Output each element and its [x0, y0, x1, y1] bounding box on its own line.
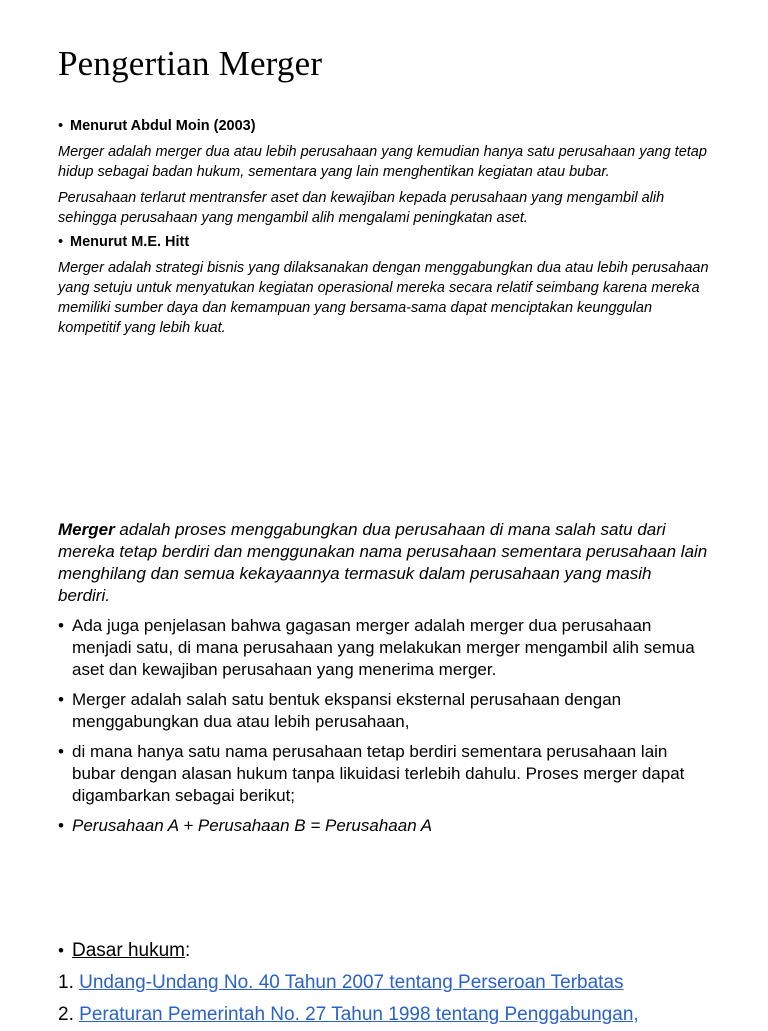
heading-abdul-moin: Menurut Abdul Moin (2003) [70, 118, 256, 134]
link-uu-40-2007[interactable]: Undang-Undang No. 40 Tahun 2007 tentang Perseroan Terbatas [79, 972, 624, 993]
bullet-heading-abdul-moin [58, 118, 718, 134]
paragraph-moin-definition: Merger adalah merger dua atau lebih perusahaan yang kemudian hanya satu perusahaan yang tetap hidup sebagai badan hukum, sementara yang lain menghentikan kegiatan atau bubar. [58, 144, 707, 180]
merger-term: Merger [58, 520, 115, 539]
item-number: 1. [58, 972, 74, 993]
link-pp-27-1998[interactable]: Peraturan Pemerintah No. 27 Tahun 1998 tentang Penggabungan, [79, 1004, 639, 1025]
legal-basis-colon: : [185, 940, 191, 961]
bullet-marker: • [58, 616, 64, 635]
list-item [58, 741, 708, 807]
list-item-text: Ada juga penjelasan bahwa gagasan merger adalah merger dua perusahaan menjadi satu, di mana perusahaan yang melakukan merger mengambil alih semua aset dan kewajiban perusahaan yang menerima merger. [72, 616, 695, 679]
legal-basis-heading-row [58, 935, 738, 967]
paragraph-merger-lead [58, 519, 708, 607]
legal-basis-item-1 [58, 967, 738, 999]
list-item [58, 689, 708, 733]
section-definitions [58, 118, 718, 344]
bullet-marker: • [58, 118, 64, 134]
section-legal-basis [58, 935, 738, 1031]
legal-basis-item-2 [58, 999, 738, 1031]
bullet-marker: • [58, 742, 64, 761]
merger-formula: Perusahaan A + Perusahaan B = Perusahaan A [72, 816, 433, 835]
paragraph-moin-transfer: Perusahaan terlarut mentransfer aset dan kewajiban kepada perusahaan yang mengambil alih sehingga perusahaan yang mengambil alih mengalami peningkatan aset. [58, 190, 665, 226]
bullet-marker: • [58, 941, 64, 960]
section-merger-explanation [58, 519, 708, 845]
list-item-text: Merger adalah salah satu bentuk ekspansi eksternal perusahaan dengan menggabungkan dua atau lebih perusahaan, [72, 690, 622, 731]
bullet-marker: • [58, 816, 64, 835]
item-number: 2. [58, 1004, 74, 1025]
list-item-formula [58, 815, 708, 837]
legal-basis-heading: Dasar hukum [72, 940, 185, 961]
bullet-heading-hitt [58, 234, 718, 250]
bullet-marker: • [58, 690, 64, 709]
list-item-text: di mana hanya satu nama perusahaan tetap berdiri sementara perusahaan lain bubar dengan alasan hukum tanpa likuidasi terlebih dahulu. Proses merger dapat digambarkan sebagai berikut; [72, 742, 685, 805]
merger-lead-text: adalah proses menggabungkan dua perusahaan di mana salah satu dari mereka tetap berdiri dan menggunakan nama perusahaan sementara perusahaan lain menghilang dan semua kekayaannya termasuk dalam perusahaan yang masih berdiri. [58, 520, 708, 605]
heading-hitt: Menurut M.E. Hitt [70, 234, 190, 250]
list-item [58, 615, 708, 681]
paragraph-hitt-definition: Merger adalah strategi bisnis yang dilaksanakan dengan menggabungkan dua atau lebih perusahaan yang setuju untuk menyatukan kegiatan operasional mereka secara relatif seimbang karena mereka memiliki sumber daya dan kemampuan yang bersama-sama dapat menciptakan keunggulan kompetitif yang lebih kuat. [58, 260, 709, 336]
bullet-marker: • [58, 234, 64, 250]
page-title: Pengertian Merger [58, 44, 323, 83]
